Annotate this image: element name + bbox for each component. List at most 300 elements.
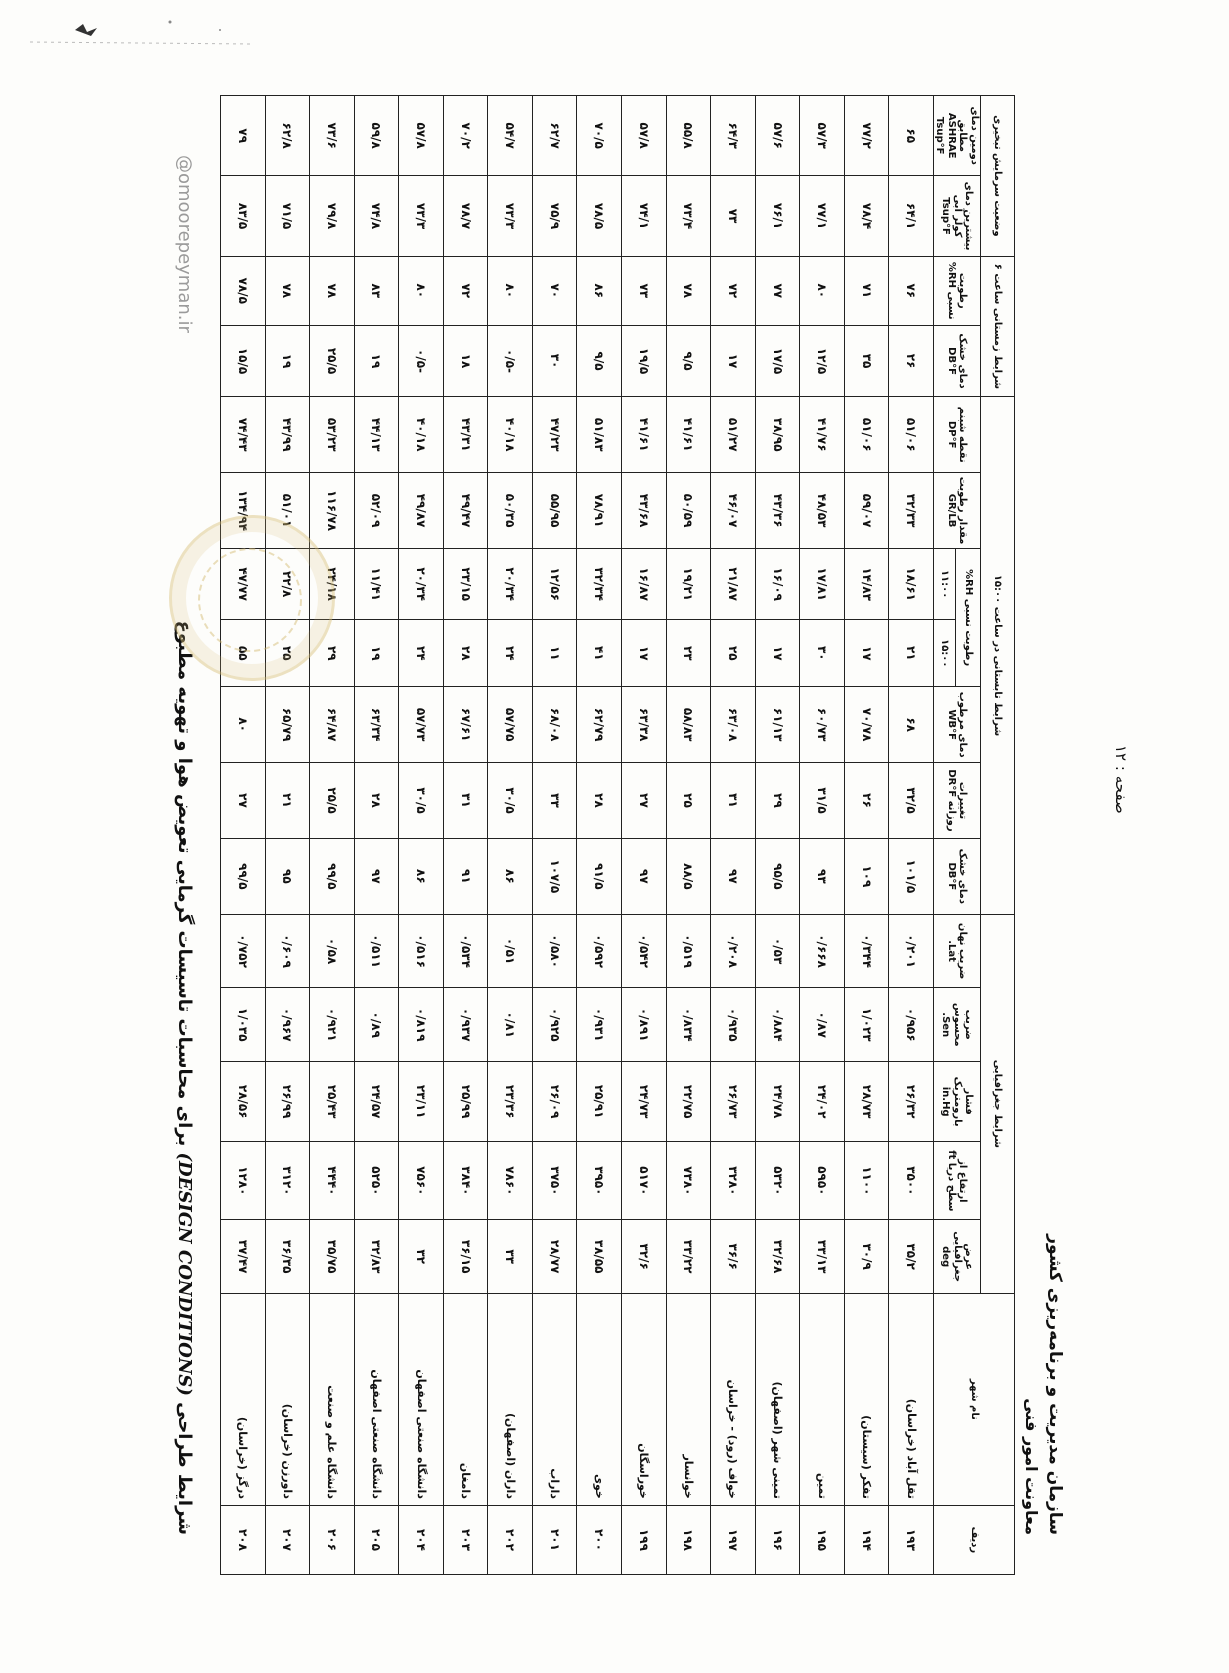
- summer-group-header: شرایط تابستانی در ساعت ۱۵:۰۰: [981, 397, 1015, 915]
- table-cell: ۳۳/۱۳: [800, 1220, 845, 1294]
- table-cell: ۲۸: [577, 763, 622, 839]
- table-cell: ۹۷: [622, 838, 667, 914]
- table-cell: ۳۲۸۰: [711, 1142, 756, 1220]
- table-cell: ۳۰: [532, 325, 577, 396]
- table-cell: ۰/۹۳۵: [711, 988, 756, 1062]
- table-cell: ۵۵/۸: [666, 96, 711, 176]
- table-cell: ۷۰/۵: [577, 96, 622, 176]
- table-row: [844, 96, 889, 1575]
- table-cell: ۴۸/۵۳: [800, 473, 845, 549]
- table-cell: ۱۰۱/۵: [889, 838, 934, 914]
- table-cell: ۵۰/۵۹: [666, 473, 711, 549]
- table-cell: ۵۷/۸: [622, 96, 667, 176]
- table-cell: ۲۵/۵: [310, 763, 355, 839]
- table-cell: ۱۷: [844, 620, 889, 687]
- table-cell: ۲۰۸: [221, 1505, 266, 1574]
- table-cell: ۱۹: [354, 620, 399, 687]
- table-cell: ۱۹: [265, 325, 310, 396]
- table-cell: ۲۹: [310, 620, 355, 687]
- table-row: [800, 96, 845, 1575]
- table-cell: ۱۹/۵: [622, 325, 667, 396]
- table-cell: ۳۱۲۰: [265, 1142, 310, 1220]
- table-cell: ۸۶: [399, 838, 444, 914]
- table-cell: ۵۷/۸: [399, 96, 444, 176]
- table-cell: ۵۳۲۰: [755, 1142, 800, 1220]
- city-cell: دانشگاه علم و صنعت: [310, 1293, 355, 1505]
- table-cell: ۳۲/۳۴: [577, 548, 622, 619]
- table-row: [755, 96, 800, 1575]
- table-cell: ۷۰/۷۸: [844, 687, 889, 763]
- table-cell: ۵۹/۸: [354, 96, 399, 176]
- table-cell: ۵۷/۷۵: [488, 687, 533, 763]
- city-cell: دانشگاه صنعتی اصفهان: [354, 1293, 399, 1505]
- table-cell: ۴۰/۱۸: [399, 397, 444, 473]
- table-cell: ۶۴/۳: [711, 96, 756, 176]
- geo-group-header: شرایط جغرافیایی: [981, 914, 1015, 1293]
- city-cell: داران (اصفهان): [488, 1293, 533, 1505]
- table-cell: ۲۴/۱۸: [310, 548, 355, 619]
- table-cell: ۰/۵۱۶: [399, 914, 444, 988]
- city-cell: تمینی شهر (اصفهان): [755, 1293, 800, 1505]
- table-cell: ۲۴: [399, 620, 444, 687]
- table-cell: ۱۸: [443, 325, 488, 396]
- table-cell: ۶۰/۷۳: [800, 687, 845, 763]
- table-cell: ۵۱۷۰: [622, 1142, 667, 1220]
- scan-smudge: [20, 12, 260, 52]
- city-cell: دامغان: [443, 1293, 488, 1505]
- table-cell: ۱۲۸۰: [221, 1142, 266, 1220]
- table-cell: ۷۸: [666, 256, 711, 325]
- table-cell: ۲۵/۴۳: [310, 1062, 355, 1142]
- table-cell: ۷۸/۵: [221, 256, 266, 325]
- table-cell: ۲۵: [711, 620, 756, 687]
- table-cell: ۷۳: [711, 176, 756, 256]
- table-cell: ۴۴۴۰: [310, 1142, 355, 1220]
- table-cell: ۷۱/۵: [265, 176, 310, 256]
- table-cell: ۷۳/۳: [399, 176, 444, 256]
- table-cell: ۷۲: [443, 256, 488, 325]
- table-cell: ۸۰: [800, 256, 845, 325]
- table-cell: ۰/۲۰۱: [889, 914, 934, 988]
- table-cell: ۲۴/۰۲: [800, 1062, 845, 1142]
- table-cell: ۰/۸۱: [488, 988, 533, 1062]
- table-cell: ۷۳/۴: [666, 176, 711, 256]
- table-cell: ۷۸: [265, 256, 310, 325]
- table-cell: ۳۶/۳۵: [265, 1220, 310, 1294]
- design-conditions-table-wrap: [225, 95, 1015, 1575]
- table-cell: ۳۸۴۰: [443, 1142, 488, 1220]
- table-cell: ۳۵/۲: [889, 1220, 934, 1294]
- table-cell: ۹۵/۵: [755, 838, 800, 914]
- table-cell: ۷۰/۲: [443, 96, 488, 176]
- table-cell: ۳۱/۵: [800, 763, 845, 839]
- table-cell: ۹۷: [354, 838, 399, 914]
- table-cell: ۰/۲۰۸: [711, 914, 756, 988]
- table-cell: ۶۲/۸: [265, 96, 310, 176]
- col-tsup2-header: دومین دمای مطابق ASHRAE Tsup°F: [934, 96, 981, 176]
- table-cell: ۰/۸۸۴: [755, 988, 800, 1062]
- col-tsup1-header: بیشترین دمای کولر آبی Tsup°F: [934, 176, 981, 256]
- table-cell: -۰/۵: [399, 325, 444, 396]
- table-cell: ۱۷: [711, 325, 756, 396]
- table-cell: ۱۱۶/۷۸: [310, 473, 355, 549]
- col-wb-header: دمای مرطوب WB°F: [934, 687, 981, 763]
- table-cell: ۸۳: [354, 256, 399, 325]
- table-cell: -۰/۵: [488, 325, 533, 396]
- table-cell: ۰/۵۳۴: [443, 914, 488, 988]
- table-cell: ۹/۵: [577, 325, 622, 396]
- table-cell: ۲۰۳: [443, 1505, 488, 1574]
- table-cell: ۲۰/۳۴: [488, 548, 533, 619]
- col-dp-header: نقطه شبنم DP°F: [934, 397, 981, 473]
- table-cell: ۳۰/۹: [844, 1220, 889, 1294]
- table-cell: ۱۹۳: [889, 1505, 934, 1574]
- table-cell: ۵۱/۰۱: [265, 473, 310, 549]
- table-cell: ۲۰۲: [488, 1505, 533, 1574]
- rh-group-header: رطوبت نسبی RH%: [956, 548, 981, 686]
- table-cell: ۷۷: [755, 256, 800, 325]
- table-cell: ۲۹: [755, 763, 800, 839]
- table-cell: ۷۴/۴۳: [221, 397, 266, 473]
- col-latent-header: ضریب نهان Lat.: [934, 914, 981, 988]
- table-cell: ۴۹/۴۷: [443, 473, 488, 549]
- table-row: [711, 96, 756, 1575]
- org-header: [1022, 1234, 1065, 1535]
- table-cell: ۵۸/۸۳: [666, 687, 711, 763]
- table-cell: ۲۷: [622, 763, 667, 839]
- table-cell: ۰/۸۹۱: [622, 988, 667, 1062]
- table-cell: ۳۹۵۰: [577, 1142, 622, 1220]
- table-cell: ۲۰۶: [310, 1505, 355, 1574]
- table-cell: ۰/۸۱۹: [399, 988, 444, 1062]
- table-cell: ۷۸/۴: [844, 176, 889, 256]
- table-cell: ۱۰۹: [844, 838, 889, 914]
- table-cell: ۶۵: [889, 96, 934, 176]
- table-cell: ۵۷/۳: [800, 96, 845, 176]
- table-cell: ۸۰: [488, 256, 533, 325]
- col-winter-rh-header: رطوبت نسبی RH%: [934, 256, 981, 325]
- table-cell: ۷۳/۳: [488, 176, 533, 256]
- table-cell: ۲۲/۸: [265, 548, 310, 619]
- rotated-page: [174, 95, 1130, 1575]
- city-cell: داورزن (خراسان): [265, 1293, 310, 1505]
- table-cell: ۱۹۹: [622, 1505, 667, 1574]
- table-cell: ۹۷: [711, 838, 756, 914]
- table-cell: ۶۱/۱۳: [755, 687, 800, 763]
- table-cell: ۱/۰۳۵: [221, 988, 266, 1062]
- table-cell: ۷۶/۱: [755, 176, 800, 256]
- table-cell: ۰/۵۱۹: [666, 914, 711, 988]
- table-cell: ۶۴/۱: [889, 176, 934, 256]
- table-cell: ۷۰: [532, 256, 577, 325]
- table-cell: ۹۵: [265, 838, 310, 914]
- table-cell: ۵۱/۰۶: [844, 397, 889, 473]
- table-cell: ۹۹/۵: [310, 838, 355, 914]
- table-cell: ۳۵۰۰: [889, 1142, 934, 1220]
- table-cell: ۳۳/۲۲: [666, 1220, 711, 1294]
- table-cell: ۲۳/۱۵: [443, 548, 488, 619]
- cooling-group-header: وضعیت سرمایش تبخیری: [981, 96, 1015, 257]
- table-cell: ۴۱: [577, 620, 622, 687]
- table-cell: ۰/۵۱۱: [354, 914, 399, 988]
- city-cell: خوی: [577, 1293, 622, 1505]
- table-cell: ۰/۵۹۲: [577, 914, 622, 988]
- table-cell: ۰/۳۴۴: [844, 914, 889, 988]
- table-cell: ۱۱/۴۱: [354, 548, 399, 619]
- table-row: [577, 96, 622, 1575]
- table-cell: ۲۶/۹۹: [265, 1062, 310, 1142]
- table-cell: ۵۷/۶: [755, 96, 800, 176]
- table-cell: ۱۱۰۰: [844, 1142, 889, 1220]
- table-cell: ۳۲/۳۳: [889, 473, 934, 549]
- table-cell: ۱۹۵: [800, 1505, 845, 1574]
- table-row: [532, 96, 577, 1575]
- table-cell: ۲۳/۳۶: [488, 1062, 533, 1142]
- table-cell: ۱۶/۸۷: [622, 548, 667, 619]
- table-cell: ۲۸/۷۷: [532, 1220, 577, 1294]
- table-cell: ۵۷/۷۳: [399, 687, 444, 763]
- watermark-text: @omoorepeyman.ir: [174, 155, 195, 333]
- table-cell: ۷۸۶۰: [488, 1142, 533, 1220]
- table-cell: ۸۶: [577, 256, 622, 325]
- table-cell: ۲۰۰: [577, 1505, 622, 1574]
- table-cell: ۱۴/۸۳: [844, 548, 889, 619]
- table-cell: ۱۹۴: [844, 1505, 889, 1574]
- table-cell: ۹۳: [800, 838, 845, 914]
- table-cell: ۲۴: [488, 620, 533, 687]
- table-cell: ۶۲/۷: [532, 96, 577, 176]
- table-cell: ۲۶: [844, 763, 889, 839]
- table-cell: ۰/۹۶۷: [265, 988, 310, 1062]
- table-cell: ۶۲/۷۹: [577, 687, 622, 763]
- table-cell: ۱۹۶: [755, 1505, 800, 1574]
- table-cell: ۲۳: [666, 620, 711, 687]
- watermark-seal: [169, 515, 335, 681]
- table-cell: ۲۷: [221, 763, 266, 839]
- table-cell: ۷۷/۱: [800, 176, 845, 256]
- title-suffix: برای محاسبات تاسیسات گرمایی تعویض هوا و تهویه مطبوع: [174, 620, 195, 1147]
- table-cell: ۴۱/۷۶: [800, 397, 845, 473]
- table-cell: ۴۱/۶۱: [666, 397, 711, 473]
- table-cell: ۷۱: [844, 256, 889, 325]
- table-cell: ۷۸/۵: [577, 176, 622, 256]
- table-cell: ۹۱: [443, 838, 488, 914]
- table-cell: ۱۸/۶۱: [889, 548, 934, 619]
- table-cell: ۰/۹۵۶: [889, 988, 934, 1062]
- table-cell: ۴۳/۳۶: [755, 473, 800, 549]
- table-cell: ۰/۸۷: [800, 988, 845, 1062]
- table-cell: ۵۳/۲۳: [310, 397, 355, 473]
- table-cell: ۲۶/۳۲: [889, 1062, 934, 1142]
- table-cell: ۲۰۷: [265, 1505, 310, 1574]
- table-cell: ۳۶/۶: [711, 1220, 756, 1294]
- table-cell: ۶۴/۸۷: [310, 687, 355, 763]
- table-cell: ۰/۶۶۸: [800, 914, 845, 988]
- table-cell: ۹۱/۵: [577, 838, 622, 914]
- table-cell: ۰/۷۵۲: [221, 914, 266, 988]
- table-cell: ۶۳/۰۸: [711, 687, 756, 763]
- table-cell: ۲۵/۹۱: [577, 1062, 622, 1142]
- city-cell: تمین: [800, 1293, 845, 1505]
- seal-ring: [198, 548, 302, 652]
- page-title: [174, 621, 195, 1535]
- table-cell: ۱۳۴/۹۴: [221, 473, 266, 549]
- table-cell: ۷۳: [622, 256, 667, 325]
- table-cell: ۰/۵۸: [310, 914, 355, 988]
- table-cell: ۷۴/۱: [622, 176, 667, 256]
- table-cell: ۳۵: [844, 325, 889, 396]
- table-cell: ۲۲/۷۵: [666, 1062, 711, 1142]
- table-row: [666, 96, 711, 1575]
- table-cell: ۵۱/۰۶: [889, 397, 934, 473]
- table-cell: ۱۹/۲۱: [666, 548, 711, 619]
- table-cell: ۲۸/۵۶: [221, 1062, 266, 1142]
- table-cell: ۱/۰۲۳: [844, 988, 889, 1062]
- table-row: [221, 96, 266, 1575]
- table-cell: ۵۴/۷: [488, 96, 533, 176]
- table-cell: ۰/۹۳۱: [577, 988, 622, 1062]
- table-cell: ۲۵/۹۹: [443, 1062, 488, 1142]
- table-cell: ۳۸/۵۵: [577, 1220, 622, 1294]
- city-cell: خوانسار: [666, 1293, 711, 1505]
- table-cell: ۲۱: [889, 620, 934, 687]
- table-cell: ۵۰/۳۵: [488, 473, 533, 549]
- table-cell: ۲۱/۸۷: [711, 548, 756, 619]
- table-cell: ۷۳/۶: [310, 96, 355, 176]
- page-number: صفحه : ۱۲: [1112, 745, 1130, 814]
- table-cell: ۳۰/۵: [488, 763, 533, 839]
- table-cell: ۵۵/۹۵: [532, 473, 577, 549]
- design-conditions-table: [220, 95, 1015, 1575]
- col-city-header: نام شهر: [934, 1293, 1015, 1505]
- table-cell: ۱۲/۵: [800, 325, 845, 396]
- table-body: [221, 96, 934, 1575]
- table-cell: ۴۰/۱۸: [488, 397, 533, 473]
- table-cell: ۷۸/۹۱: [577, 473, 622, 549]
- table-cell: ۴۶/۰۷: [711, 473, 756, 549]
- table-cell: ۴۳/۶۸: [622, 473, 667, 549]
- table-cell: ۱۹۷: [711, 1505, 756, 1574]
- table-cell: ۷۳۸۰: [666, 1142, 711, 1220]
- table-cell: ۸۰: [221, 687, 266, 763]
- table-cell: ۳۳: [532, 763, 577, 839]
- winter-group-header: شرایط زمستانی ساعت ۶: [981, 256, 1015, 397]
- table-cell: ۴۱/۶۱: [622, 397, 667, 473]
- table-cell: ۳۲: [399, 1220, 444, 1294]
- table-cell: ۳۰/۵: [399, 763, 444, 839]
- table-cell: ۹۹/۵: [221, 838, 266, 914]
- table-cell: ۲۱: [265, 763, 310, 839]
- table-cell: ۰/۵۴۲: [622, 914, 667, 988]
- table-cell: ۲۰۱: [532, 1505, 577, 1574]
- col-winter-db-header: دمای خشک DB°F: [934, 325, 981, 396]
- table-row: [399, 96, 444, 1575]
- table-cell: ۱۲/۵۶: [532, 548, 577, 619]
- table-cell: ۵۹۵۰: [800, 1142, 845, 1220]
- col-db-header: دمای خشک DB°F: [934, 838, 981, 914]
- col-gr-header: مقدار رطوبت GR/LB: [934, 473, 981, 549]
- table-cell: ۵۹/۰۷: [844, 473, 889, 549]
- table-cell: ۲۶: [889, 325, 934, 396]
- table-cell: ۲۵: [666, 763, 711, 839]
- col-dr-header: تغییرات روزانه DR°F: [934, 763, 981, 839]
- table-cell: ۶۸: [889, 687, 934, 763]
- table-cell: ۳۲/۶: [622, 1220, 667, 1294]
- table-cell: ۸۶: [488, 838, 533, 914]
- table-cell: ۲۶/۷۳: [711, 1062, 756, 1142]
- table-row: [622, 96, 667, 1575]
- table-cell: ۷۵/۹: [532, 176, 577, 256]
- table-cell: ۵۲/۰۹: [354, 473, 399, 549]
- col-row-header: ردیف: [934, 1505, 1015, 1574]
- city-cell: درگز (خراسان): [221, 1293, 266, 1505]
- table-cell: ۷۹: [221, 96, 266, 176]
- table-cell: ۰/۹۳۷: [443, 988, 488, 1062]
- table-cell: ۳۲/۶۸: [755, 1220, 800, 1294]
- col-lat-header: عرض جغرافیایی deg: [934, 1220, 981, 1294]
- table-cell: ۲۶/۰۹: [532, 1062, 577, 1142]
- table-cell: ۲۸/۷۳: [844, 1062, 889, 1142]
- table-cell: ۴۳/۹۹: [265, 397, 310, 473]
- table-row: [265, 96, 310, 1575]
- table-cell: ۲۰۴: [399, 1505, 444, 1574]
- table-cell: ۳۱: [711, 763, 756, 839]
- table-cell: ۰/۶۰۹: [265, 914, 310, 988]
- table-cell: ۷۵۶۰: [399, 1142, 444, 1220]
- city-cell: تقل آباد (خراسان): [889, 1293, 934, 1505]
- table-cell: ۳۳: [488, 1220, 533, 1294]
- table-row: [354, 96, 399, 1575]
- table-row: [443, 96, 488, 1575]
- table-cell: ۷۲: [711, 256, 756, 325]
- table-cell: ۶۵/۷۹: [265, 687, 310, 763]
- table-cell: ۴۹/۸۷: [399, 473, 444, 549]
- table-cell: ۱۷: [622, 620, 667, 687]
- table-cell: ۳۰: [800, 620, 845, 687]
- table-cell: ۰/۹۲۵: [532, 988, 577, 1062]
- table-cell: ۱۷/۸۱: [800, 548, 845, 619]
- table-cell: ۷۷/۲: [844, 96, 889, 176]
- table-cell: ۰/۸۳۴: [666, 988, 711, 1062]
- table-cell: ۰/۵۳: [755, 914, 800, 988]
- table-cell: ۲۰/۳۴: [399, 548, 444, 619]
- org-subunit: معاونت امور فنی: [1022, 1398, 1041, 1535]
- col-rh-1100-header: ۱۱:۰۰: [934, 548, 956, 619]
- col-elev-header: ارتفاع از سطح دریا ft: [934, 1142, 981, 1220]
- table-cell: ۳۸/۹۵: [755, 397, 800, 473]
- table-cell: ۲۵/۵: [310, 325, 355, 396]
- table-cell: ۲۴/۵۷: [354, 1062, 399, 1142]
- table-cell: ۰/۵۸۰: [532, 914, 577, 988]
- table-row: [488, 96, 533, 1575]
- table-cell: ۴۴/۱۳: [354, 397, 399, 473]
- table-cell: ۰/۵۱: [488, 914, 533, 988]
- table-cell: ۷۹/۸: [310, 176, 355, 256]
- table-cell: ۸۳/۵: [221, 176, 266, 256]
- table-cell: ۷۸/۷: [443, 176, 488, 256]
- table-cell: ۷۶: [889, 256, 934, 325]
- table-cell: ۴۳/۳۱: [443, 397, 488, 473]
- col-rh-1500-header: ۱۵:۰۰: [934, 620, 956, 687]
- table-row: [310, 96, 355, 1575]
- table-row: [889, 96, 934, 1575]
- table-cell: ۰/۸۹: [354, 988, 399, 1062]
- table-cell: ۲۴/۷۸: [755, 1062, 800, 1142]
- table-cell: ۴۷/۷۷: [221, 548, 266, 619]
- table-cell: ۵۱/۸۳: [577, 397, 622, 473]
- table-cell: ۱۱: [532, 620, 577, 687]
- table-cell: ۵۲۵۰: [354, 1142, 399, 1220]
